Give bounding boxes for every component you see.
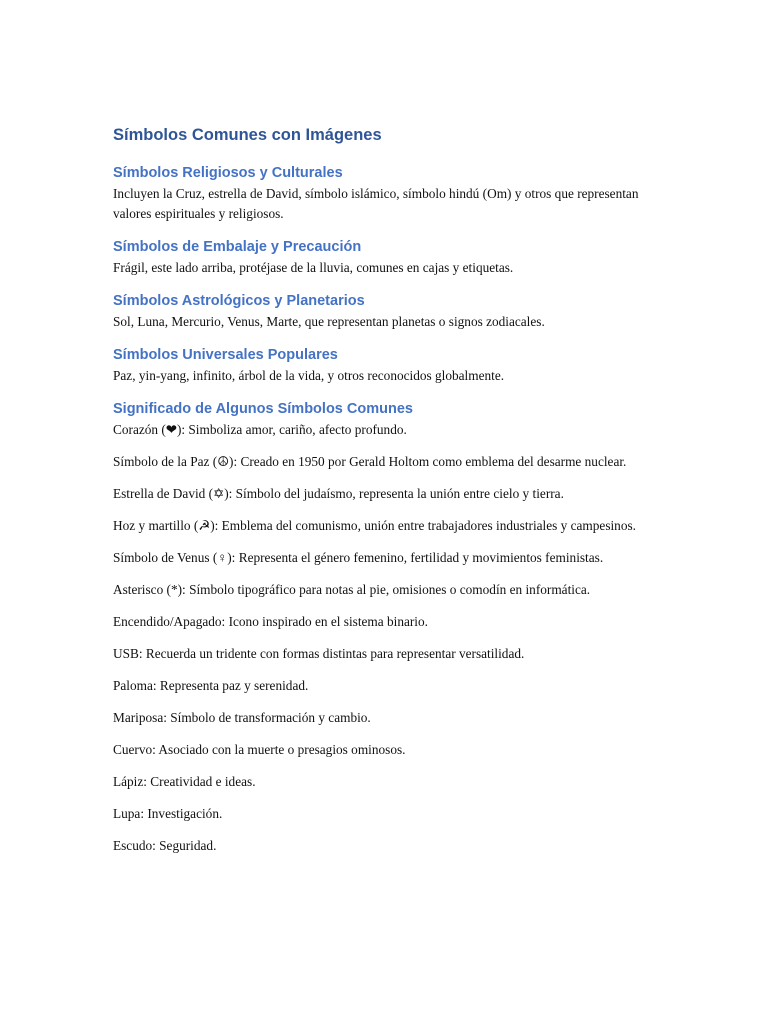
section-heading: Símbolos Religiosos y Culturales <box>113 165 343 181</box>
meaning-item: Asterisco (*): Símbolo tipográfico para notas al pie, omisiones o comodín en informática. <box>113 582 591 597</box>
meaning-item: USB: Recuerda un tridente con formas distintas para representar versatilidad. <box>113 646 525 661</box>
meaning-item: Símbolo de Venus (♀): Representa el género femenino, fertilidad y movimientos feministas. <box>113 550 604 565</box>
section-text: Frágil, este lado arriba, protéjase de la lluvia, comunes en cajas y etiquetas. <box>113 260 514 275</box>
section-universal <box>113 345 673 386</box>
meaning-item: Corazón (❤): Simboliza amor, cariño, afecto profundo. <box>113 422 407 437</box>
meaning-item: Paloma: Representa paz y serenidad. <box>113 678 309 693</box>
section-text: Incluyen la Cruz, estrella de David, símbolo islámico, símbolo hindú (Om) y otros que representan valores espirituales y religiosos. <box>113 186 639 221</box>
meaning-item: Cuervo: Asociado con la muerte o presagios ominosos. <box>113 742 406 757</box>
meaning-item: Símbolo de la Paz (☮): Creado en 1950 por Gerald Holtom como emblema del desarme nuclear. <box>113 454 627 469</box>
meanings-heading: Significado de Algunos Símbolos Comunes <box>113 401 413 417</box>
meaning-item: Mariposa: Símbolo de transformación y cambio. <box>113 710 371 725</box>
meaning-item: Estrella de David (✡): Símbolo del judaísmo, representa la unión entre cielo y tierra. <box>113 486 564 501</box>
section-heading: Símbolos de Embalaje y Precaución <box>113 239 362 255</box>
meaning-item: Escudo: Seguridad. <box>113 838 217 853</box>
meaning-item: Hoz y martillo (☭): Emblema del comunismo, unión entre trabajadores industriales y campesinos. <box>113 518 636 533</box>
section-packaging <box>113 237 673 278</box>
meaning-item: Lupa: Investigación. <box>113 806 223 821</box>
document-title: Símbolos Comunes con Imágenes <box>113 126 382 144</box>
meaning-item: Encendido/Apagado: Icono inspirado en el sistema binario. <box>113 614 428 629</box>
section-heading: Símbolos Universales Populares <box>113 347 338 363</box>
meaning-item: Lápiz: Creatividad e ideas. <box>113 774 256 789</box>
section-religious <box>113 163 673 224</box>
meanings-list <box>113 420 673 855</box>
document-page <box>113 123 673 868</box>
section-text: Paz, yin-yang, infinito, árbol de la vida, y otros reconocidos globalmente. <box>113 368 505 383</box>
section-meanings <box>113 399 673 855</box>
section-astrological <box>113 291 673 332</box>
section-text: Sol, Luna, Mercurio, Venus, Marte, que representan planetas o signos zodiacales. <box>113 314 545 329</box>
section-heading: Símbolos Astrológicos y Planetarios <box>113 293 365 309</box>
